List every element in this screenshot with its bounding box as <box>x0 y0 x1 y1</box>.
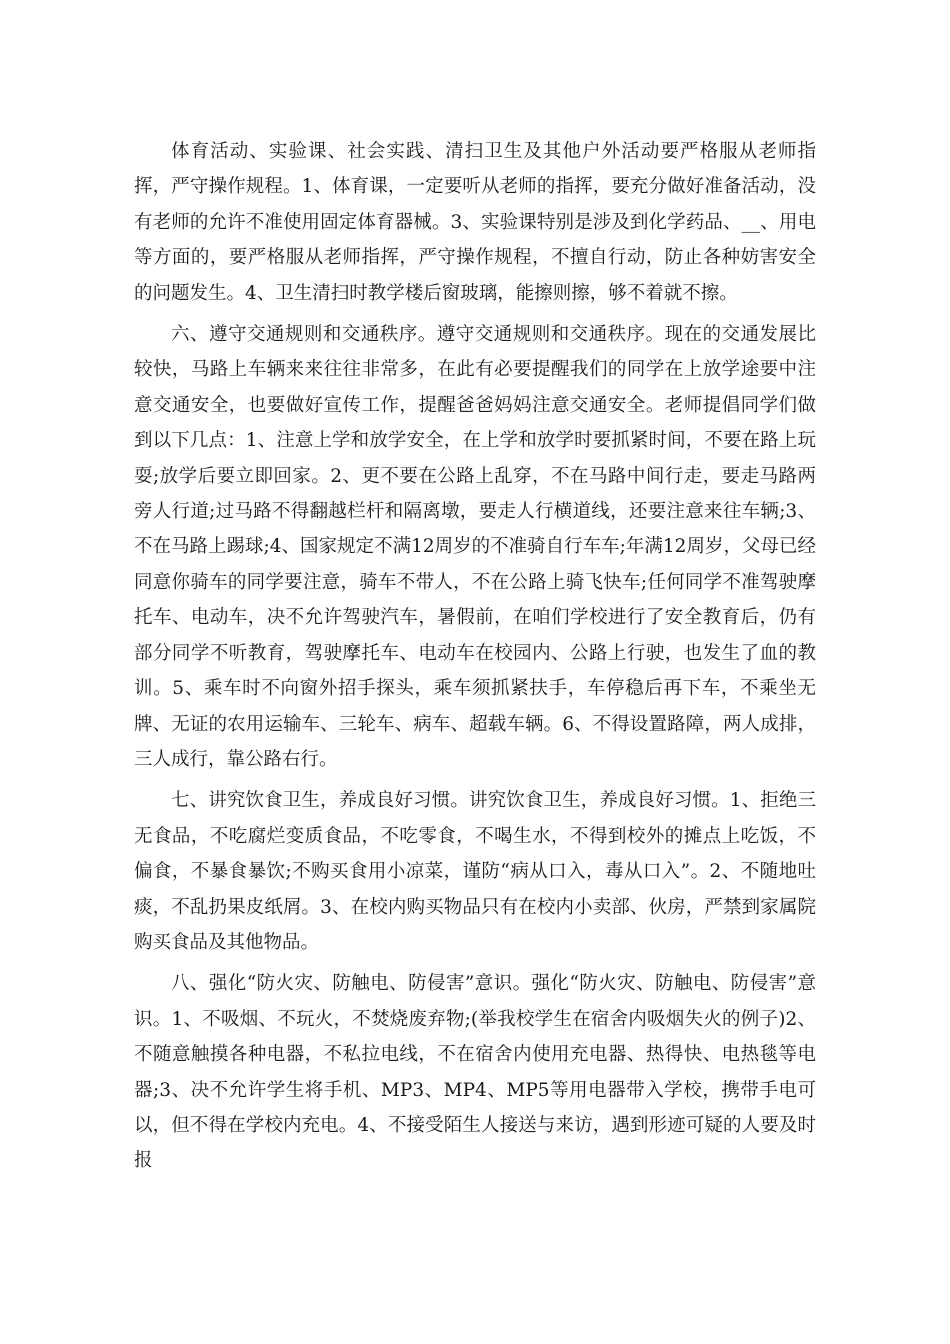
paragraph-safety-activities: 体育活动、实验课、社会实践、清扫卫生及其他户外活动要严格服从老师指挥，严守操作规程。1、体育课，一定要听从老师的指挥，要充分做好准备活动，没有老师的允许不准使用固定体育器械。3、实验课特别是涉及到化学药品、__、用电等方面的，要严格服从老师指挥，严守操作规程，不擅自行动，防止各种妨害安全的问题发生。4、卫生清扫时教学楼后窗玻璃，能擦则擦，够不着就不擦。 <box>134 141 816 304</box>
document-body <box>134 134 816 1185</box>
paragraph-food-hygiene: 七、讲究饮食卫生，养成良好习惯。讲究饮食卫生，养成良好习惯。1、拒绝三无食品，不吃腐烂变质食品，不吃零食，不喝生水，不得到校外的摊点上吃饭，不偏食，不暴食暴饮;不购买食用小凉菜，谨防“病从口入，毒从口入”。2、不随地吐痰，不乱扔果皮纸屑。3、在校内购买物品只有在校内小卖部、伙房，严禁到家属院购买食品及其他物品。 <box>134 790 816 953</box>
paragraph-fire-electric-safety: 八、强化“防火灾、防触电、防侵害”意识。强化“防火灾、防触电、防侵害”意识。1、不吸烟、不玩火，不焚烧废弃物;(举我校学生在宿舍内吸烟失火的例子)2、不随意触摸各种电器，不私拉电线，不在宿舍内使用充电器、热得快、电热毯等电器;3、决不允许学生将手机、MP3、MP4、MP5等用电器带入学校，携带手电可以，但不得在学校内充电。4、不接受陌生人接送与来访，遇到形迹可疑的人要及时报 <box>134 973 816 1172</box>
paragraph-traffic-rules: 六、遵守交通规则和交通秩序。遵守交通规则和交通秩序。现在的交通发展比较快，马路上车辆来来往往非常多，在此有必要提醒我们的同学在上放学途要中注意交通安全，也要做好宣传工作，提醒爸爸妈妈注意交通安全。老师提倡同学们做到以下几点：1、注意上学和放学安全，在上学和放学时要抓紧时间，不要在路上玩耍;放学后要立即回家。2、更不要在公路上乱穿，不在马路中间行走，要走马路两旁人行道;过马路不得翻越栏杆和隔离墩，要走人行横道线，还要注意来往车辆;3、不在马路上踢球;4、国家规定不满12周岁的不准骑自行车车;年满12周岁，父母已经同意你骑车的同学要注意，骑车不带人，不在公路上骑飞快车;任何同学不准驾驶摩托车、电动车，决不允许驾驶汽车，暑假前，在咱们学校进行了安全教育后，仍有部分同学不听教育，驾驶摩托车、电动车在校园内、公路上行驶，也发生了血的教训。5、乘车时不向窗外招手探头，乘车须抓紧扶手，车停稳后再下车，不乘坐无牌、无证的农用运输车、三轮车、病车、超载车辆。6、不得设置路障，两人成排，三人成行，靠公路右行。 <box>134 324 816 770</box>
